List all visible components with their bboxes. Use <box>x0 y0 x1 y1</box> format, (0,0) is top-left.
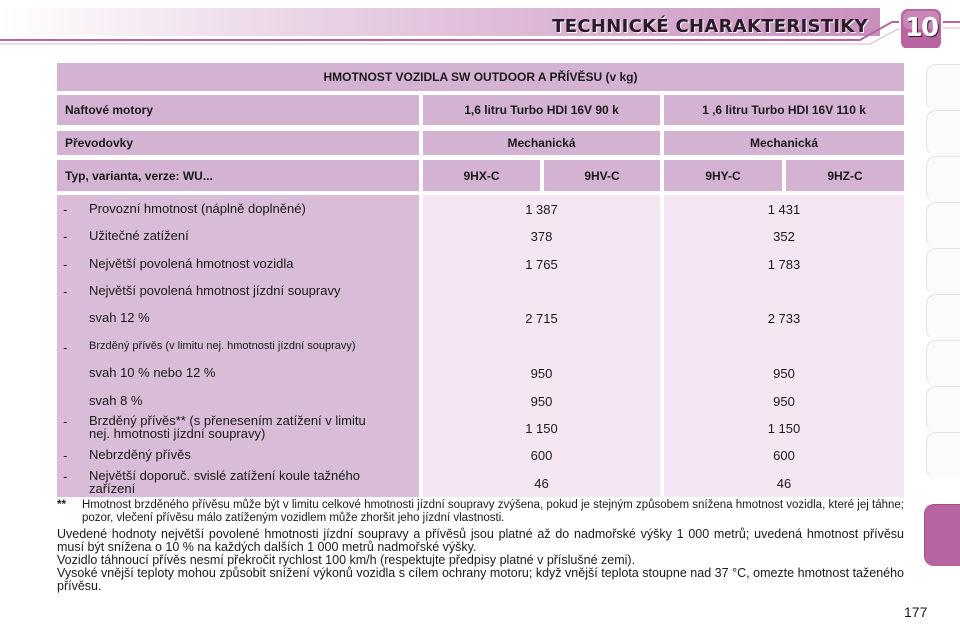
gearbox-2: Mechanická <box>664 131 904 155</box>
body-text <box>57 528 904 593</box>
row-value-2: 1 150 <box>767 421 801 436</box>
row-dash: - <box>63 448 68 463</box>
row-value-1: 2 715 <box>525 311 558 326</box>
row-label: svah 10 % nebo 12 % <box>89 365 216 380</box>
row-value-1: 1 150 <box>525 421 558 436</box>
chapter-title: TECHNICKÉ CHARAKTERISTIKY <box>552 16 868 37</box>
row-label: Provozní hmotnost (náplně doplněné) <box>89 201 306 216</box>
row-label: Brzděný přívěs (v limitu nej. hmotnosti jízdní soupravy) <box>89 340 356 352</box>
row-value-1: 1 765 <box>525 257 558 272</box>
row-label: Nebrzděný přívěs <box>89 447 191 462</box>
side-tab[interactable] <box>926 64 960 110</box>
row-value-2: 1 783 <box>767 257 801 272</box>
gearbox-row <box>57 131 904 155</box>
page-header <box>0 0 960 48</box>
engine-2: 1 ,6 litru Turbo HDI 16V 110 k <box>664 95 904 125</box>
row-label: Největší povolená hmotnost vozidla <box>89 256 294 271</box>
type-1: 9HX-C <box>423 160 540 191</box>
table-title: HMOTNOST VOZIDLA SW OUTDOOR A PŘÍVĚSU (v kg) <box>57 63 904 91</box>
body-paragraph: Vozidlo táhnoucí přívěs nesmí překročit rychlost 100 km/h (respektujte předpisy platné v příslušné zemi). <box>57 553 636 567</box>
row-value-2: 950 <box>773 394 795 409</box>
row-value-1: 46 <box>534 476 549 491</box>
side-tab[interactable] <box>926 294 960 340</box>
row-value-2: 600 <box>773 448 795 463</box>
row-value-1: 378 <box>530 229 553 244</box>
row-dash: - <box>63 469 68 484</box>
page-number: 177 <box>904 604 928 620</box>
side-tab[interactable] <box>926 202 960 248</box>
side-tab[interactable] <box>926 432 960 478</box>
type-2: 9HV-C <box>544 160 660 191</box>
row-value-1: 950 <box>530 394 553 409</box>
row-dash: - <box>63 340 68 355</box>
side-tab[interactable] <box>926 156 960 202</box>
footnote-mark: ** <box>57 499 66 511</box>
body-paragraph: Vysoké vnější teploty mohou způsobit snížení výkonů vozidla s cílem ochrany motoru; když vnější teplota stoupne nad 37 °C, omezte hmotnost taženého přívěsu. <box>57 566 904 593</box>
row-value-2: 352 <box>773 229 795 244</box>
gearbox-1: Mechanická <box>423 131 660 155</box>
row-label: Největší doporuč. svislé zatížení koule tažného zařízení <box>89 468 360 496</box>
side-tab-active[interactable] <box>924 504 960 566</box>
row-dash: - <box>63 202 68 217</box>
side-tab[interactable] <box>926 110 960 156</box>
gearbox-label: Převodovky <box>57 131 419 155</box>
row-label: Největší povolená hmotnost jízdní soupravy <box>89 283 341 298</box>
side-tab[interactable] <box>926 340 960 386</box>
row-value-1: 950 <box>530 366 553 381</box>
row-dash: - <box>63 414 68 429</box>
row-value-2: 2 733 <box>767 311 801 326</box>
row-value-2: 46 <box>776 476 792 491</box>
type-3: 9HY-C <box>664 160 782 191</box>
row-label: Brzděný přívěs** (s přenesením zatížení v limitu nej. hmotnosti jízdní soupravy) <box>89 413 366 441</box>
row-dash: - <box>63 229 68 244</box>
row-dash: - <box>63 284 68 299</box>
row-value-1: 600 <box>530 448 553 463</box>
table-title-row <box>57 63 904 91</box>
chapter-side-tabs <box>926 64 960 584</box>
row-dash: - <box>63 257 68 272</box>
chapter-number: 10 <box>904 13 938 43</box>
row-value-2: 1 431 <box>767 202 801 217</box>
row-label: Užitečné zatížení <box>89 228 189 243</box>
row-label: svah 12 % <box>89 310 150 325</box>
type-label: Typ, varianta, verze: WU... <box>57 160 419 191</box>
side-tab[interactable] <box>926 386 960 432</box>
engines-label: Naftové motory <box>57 95 419 125</box>
body-paragraph: Uvedené hodnoty největší povolené hmotnosti jízdní soupravy a přívěsů jsou platné až do nadmořské výšky 1 000 metrů; uvedená hmotnost přívěsu musí být snížena o 10 % na každých dalších 1 000 metrů nadmořské výšky. <box>57 527 904 554</box>
type-4: 9HZ-C <box>786 160 904 191</box>
row-value-1: 1 387 <box>525 202 558 217</box>
engine-1: 1,6 litru Turbo HDI 16V 90 k <box>423 95 660 125</box>
row-label: svah 8 % <box>89 393 143 408</box>
row-value-2: 950 <box>773 366 795 381</box>
engines-row <box>57 95 904 125</box>
footnote-text: Hmotnost brzděného přívěsu může být v limitu celkové hmotnosti jízdní soupravy zvýšena, pokud je stejným způsobem snížena hmotnost vozidla, které jej táhne; pozor, vlečení přívěsu málo zatíženým vozidlem může zhoršit jeho jízdní vlastnosti. <box>82 499 904 524</box>
side-tab[interactable] <box>926 248 960 294</box>
type-row <box>57 160 904 191</box>
